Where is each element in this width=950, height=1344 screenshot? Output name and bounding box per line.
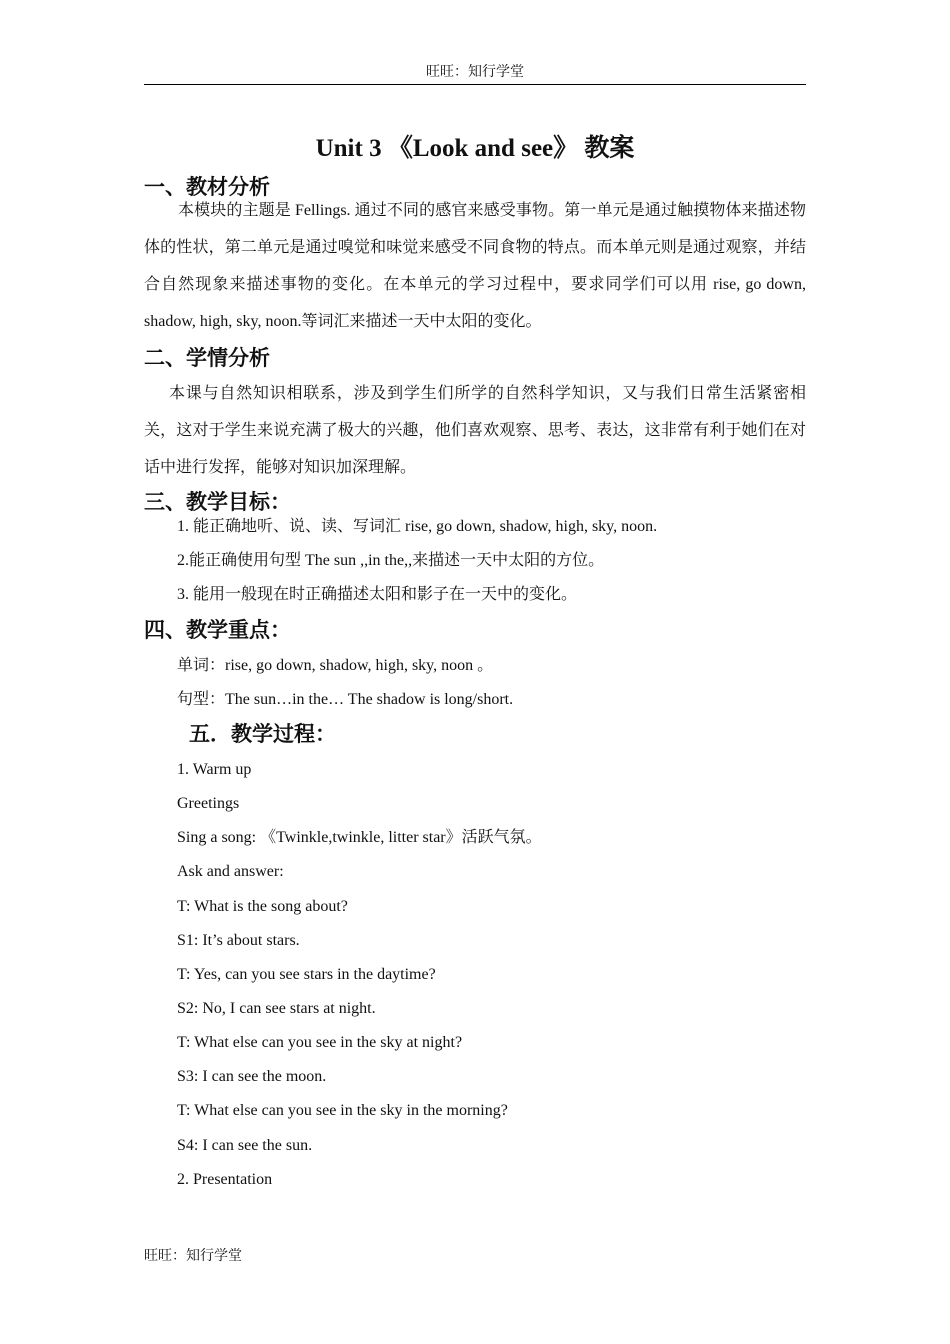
process-line: S4: I can see the sun. bbox=[177, 1137, 313, 1154]
process-line: Greetings bbox=[177, 795, 240, 812]
process-line: S3: I can see the moon. bbox=[177, 1068, 327, 1085]
process-line: T: What else can you see in the sky in the morning? bbox=[177, 1102, 508, 1119]
objective-item: 2.能正确使用句型 The sun ,,in the,,来描述一天中太阳的方位。 bbox=[177, 552, 605, 569]
document-title: Unit 3 《Look and see》 教案 bbox=[315, 135, 635, 162]
objective-item: 3. 能用一般现在时正确描述太阳和影子在一天中的变化。 bbox=[177, 586, 578, 603]
process-line: T: Yes, can you see stars in the daytime? bbox=[177, 966, 436, 983]
process-line: T: What else can you see in the sky at night? bbox=[177, 1034, 463, 1051]
key-point-item: 单词：rise, go down, shadow, high, sky, noon 。 bbox=[177, 657, 494, 674]
section2-heading: 二、学情分析 bbox=[144, 346, 270, 370]
process-line: Sing a song: 《Twinkle,twinkle, litter star》活跃气氛。 bbox=[177, 829, 542, 846]
section3-heading: 三、教学目标： bbox=[144, 490, 291, 514]
key-point-item: 句型：The sun…in the… The shadow is long/short. bbox=[177, 691, 514, 708]
section2-body: 本课与自然知识相联系，涉及到学生们所学的自然科学知识，又与我们日常生活紧密相关，这对于学生来说充满了极大的兴趣，他们喜欢观察、思考、表达，这非常有利于她们在对话中进行发挥，能够对知识加深理解。 bbox=[144, 385, 806, 476]
page-header: 旺旺：知行学堂 bbox=[144, 64, 806, 85]
process-line: 2. Presentation bbox=[177, 1171, 273, 1188]
process-line: Ask and answer: bbox=[177, 863, 284, 880]
section1-heading: 一、教材分析 bbox=[144, 175, 270, 199]
process-line: S2: No, I can see stars at night. bbox=[177, 1000, 376, 1017]
section4-heading: 四、教学重点： bbox=[144, 618, 291, 642]
process-line: 1. Warm up bbox=[177, 761, 252, 778]
section5-heading: 五．教学过程： bbox=[189, 722, 336, 746]
process-line: S1: It’s about stars. bbox=[177, 932, 300, 949]
objective-item: 1. 能正确地听、说、读、写词汇 rise, go down, shadow, high, sky, noon. bbox=[177, 518, 658, 535]
section1-body: 本模块的主题是 Fellings. 通过不同的感官来感受事物。第一单元是通过触摸物体来描述物体的性状，第二单元是通过嗅觉和味觉来感受不同食物的特点。而本单元则是通过观察，并结合自然现象来描述事物的变化。在本单元的学习过程中，要求同学们可以用 rise, go down, shadow, high, sky, noon.等词汇来描述一天中太阳的变化。 bbox=[144, 202, 806, 330]
page-footer: 旺旺：知行学堂 bbox=[144, 1249, 242, 1264]
process-line: T: What is the song about? bbox=[177, 898, 348, 915]
